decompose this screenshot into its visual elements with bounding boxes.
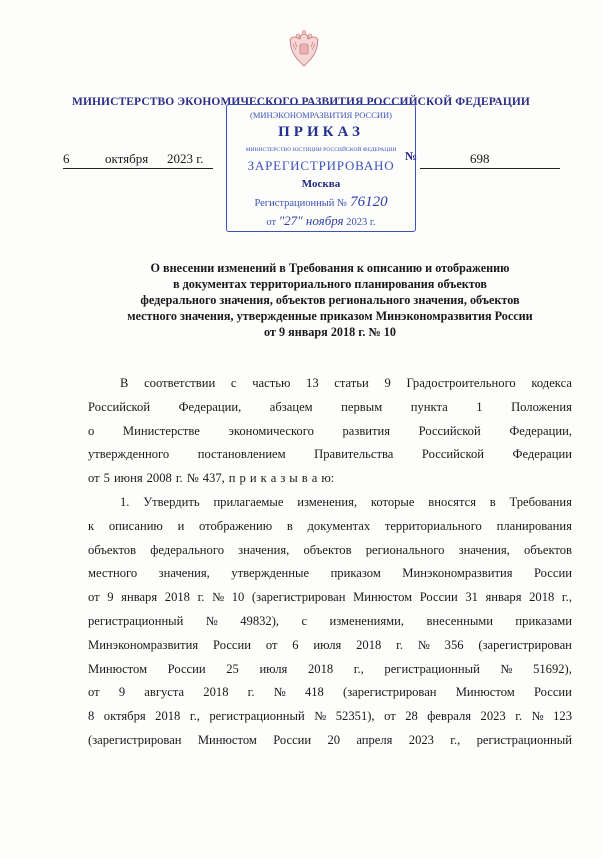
word: соответствии xyxy=(144,376,216,390)
word: 2018 xyxy=(155,709,181,724)
number-sign: № xyxy=(405,149,418,163)
word: п xyxy=(228,471,236,486)
word: 356 xyxy=(444,637,464,652)
word: № xyxy=(205,613,218,628)
word: Минюстом xyxy=(455,685,515,700)
word: № xyxy=(212,590,225,605)
word: февраля xyxy=(427,709,472,724)
word: № xyxy=(531,709,544,724)
title-line: О внесении изменений в Требования к описанию и отображению xyxy=(150,261,510,275)
word: г. xyxy=(515,709,523,724)
word: Требования xyxy=(509,494,572,509)
word: от xyxy=(88,471,100,486)
stamp-date-handwritten: "27" ноября xyxy=(278,213,344,228)
order-date xyxy=(63,151,213,167)
title-line: в документах территориального планирования объектов xyxy=(173,277,487,291)
word: г. xyxy=(197,590,205,605)
word: 2018 xyxy=(203,685,229,700)
word: Минюстом xyxy=(88,661,148,676)
coat-of-arms-icon xyxy=(287,30,321,70)
text-line xyxy=(88,491,572,515)
word: Российской xyxy=(421,447,484,462)
word: апреля xyxy=(356,732,393,747)
word: вносятся xyxy=(428,494,476,509)
word: (зарегистрирован xyxy=(478,637,572,652)
word: Утвердить xyxy=(143,494,200,509)
word: о xyxy=(88,423,95,438)
word: Российской xyxy=(418,423,481,438)
word: Минюстом xyxy=(353,590,413,605)
word: № xyxy=(500,661,513,676)
document-title xyxy=(80,260,580,340)
text-line xyxy=(88,610,572,634)
order-date-year: 2023 г. xyxy=(167,151,204,166)
stamp-ministry-short: (МИНЭКОНОМРАЗВИТИЯ РОССИИ) xyxy=(250,110,392,120)
word: статьи xyxy=(334,376,369,390)
registration-stamp xyxy=(226,104,416,232)
word: объектов xyxy=(523,542,572,557)
text-line xyxy=(88,562,572,586)
word: 28 xyxy=(405,709,418,724)
word: № xyxy=(273,685,286,700)
word: регистрационный xyxy=(88,613,184,628)
word: с xyxy=(301,613,308,628)
word: Минэкономразвития xyxy=(88,637,199,652)
paragraph-1 xyxy=(88,372,572,491)
word: регистрационный xyxy=(384,661,480,676)
word: документах xyxy=(307,518,371,533)
word: 2018 xyxy=(164,590,190,605)
word: г., xyxy=(561,590,572,605)
word: ю: xyxy=(321,471,335,486)
word: Минэкономразвития xyxy=(402,566,513,581)
word: 13 xyxy=(306,376,319,390)
word: территориального xyxy=(384,518,482,533)
text-line xyxy=(88,729,572,753)
word: и xyxy=(249,471,257,486)
word: 437, xyxy=(202,471,225,486)
word: изменения, xyxy=(297,494,358,509)
word: 2018 xyxy=(356,637,382,652)
order-number: 698 xyxy=(470,151,490,166)
word: г. xyxy=(247,685,255,700)
stamp-reg-number: 76120 xyxy=(350,194,388,210)
word: Министерстве xyxy=(122,423,200,438)
word: июня xyxy=(113,471,143,486)
word: кодекса xyxy=(531,376,572,390)
word: в xyxy=(286,518,293,533)
word: 20 xyxy=(327,732,341,747)
text-line xyxy=(88,539,572,563)
text-line xyxy=(88,467,572,491)
word: а xyxy=(270,471,277,486)
word: Федерации, xyxy=(509,423,572,438)
word: России xyxy=(213,637,251,652)
word: в xyxy=(301,471,308,486)
word: 2018 xyxy=(307,661,334,676)
word: России xyxy=(419,590,458,605)
word: 9 xyxy=(107,590,114,605)
word: 49832), xyxy=(240,613,280,628)
word: 51692), xyxy=(533,661,572,676)
paragraph-2 xyxy=(88,491,572,753)
word: 2023 xyxy=(480,709,506,724)
word: 8 xyxy=(88,709,95,724)
stamp-reg-label: Регистрационный № xyxy=(254,198,348,209)
stamp-registered: ЗАРЕГИСТРИРОВАНО xyxy=(247,158,395,173)
word: объектов xyxy=(88,542,137,557)
word: (зарегистрирован xyxy=(251,590,346,605)
word: № xyxy=(417,637,430,652)
word: Правительства xyxy=(314,447,394,462)
word: 1 xyxy=(476,399,483,414)
word: 2023 xyxy=(408,732,434,747)
word: развития xyxy=(342,423,391,438)
word: отображению xyxy=(199,518,273,533)
word: с xyxy=(230,376,237,390)
word: регионального xyxy=(365,542,445,557)
stamp-date-line xyxy=(227,213,415,229)
word: постановлением xyxy=(197,447,286,462)
date-underline xyxy=(63,168,213,169)
text-line xyxy=(88,396,572,420)
word: в xyxy=(489,494,496,509)
ministry-name: МИНИСТЕРСТВО ЭКОНОМИЧЕСКОГО РАЗВИТИЯ РОССИЙСКОЙ ФЕДЕРАЦИИ xyxy=(72,96,530,108)
word: объектов xyxy=(303,542,352,557)
text-line xyxy=(88,420,572,444)
word: 10 xyxy=(231,590,245,605)
title-line: от 9 января 2018 г. № 10 xyxy=(264,325,396,339)
word: Федерации xyxy=(512,447,572,462)
word: (зарегистрирован xyxy=(88,732,182,747)
word: Градостроительного xyxy=(406,376,516,390)
word: Положения xyxy=(511,399,572,414)
word: Российской xyxy=(88,399,151,414)
word: августа xyxy=(144,685,185,700)
word: внесенными xyxy=(426,613,494,628)
word: пункта xyxy=(410,399,448,414)
order-date-day: 6 xyxy=(63,151,70,166)
word: июля xyxy=(259,661,288,676)
word: абзацем xyxy=(269,399,313,414)
stamp-justice: МИНИСТЕРСТВО ЮСТИЦИИ РОССИЙСКОЙ ФЕДЕРАЦИИ xyxy=(245,147,397,153)
word: 418 xyxy=(304,685,324,700)
word: от xyxy=(88,685,100,700)
word: от xyxy=(384,709,396,724)
word: России xyxy=(273,732,312,747)
document-body xyxy=(88,372,572,753)
word: 9 xyxy=(384,376,391,390)
word: от xyxy=(265,637,278,652)
text-line xyxy=(88,658,572,682)
word: России xyxy=(533,566,572,581)
text-line xyxy=(88,515,572,539)
word: № xyxy=(314,709,327,724)
text-line xyxy=(88,443,572,467)
word: от xyxy=(88,590,100,605)
title-line: федерального значения, объектов регионального значения, объектов xyxy=(140,293,520,307)
word: значения, xyxy=(158,566,210,581)
word: прилагаемые xyxy=(213,494,284,509)
word: 9 xyxy=(118,685,126,700)
word: 6 xyxy=(292,637,299,652)
word: 25 xyxy=(226,661,239,676)
word: регистрационный xyxy=(476,732,572,747)
word: России xyxy=(533,685,572,700)
word: планирования xyxy=(496,518,572,533)
word: г., xyxy=(353,661,364,676)
word: з xyxy=(280,471,286,486)
word: Минюстом xyxy=(197,732,257,747)
word: января xyxy=(121,590,158,605)
word: местного xyxy=(88,566,138,581)
word: (зарегистрирован xyxy=(343,685,437,700)
word: и xyxy=(177,518,185,533)
word: ы xyxy=(289,471,298,486)
word: регистрационный xyxy=(209,709,305,724)
text-line xyxy=(88,705,572,729)
word: значения, xyxy=(458,542,510,557)
word: г., xyxy=(450,732,461,747)
word: к xyxy=(260,471,267,486)
text-line xyxy=(88,681,572,705)
order-date-month: октября xyxy=(105,151,149,166)
word: утвержденные xyxy=(231,566,310,581)
word: 31 xyxy=(465,590,478,605)
order-number-field xyxy=(420,151,560,167)
text-line xyxy=(88,372,572,396)
word: 2018 xyxy=(529,590,555,605)
word: 123 xyxy=(553,709,572,724)
word: к xyxy=(88,518,95,533)
word: г. xyxy=(175,471,183,486)
stamp-title: ПРИКАЗ xyxy=(278,124,364,140)
word: которые xyxy=(370,494,415,509)
stamp-reg-number-line xyxy=(227,194,415,211)
word: Федерации, xyxy=(178,399,242,414)
word: В xyxy=(120,376,129,390)
text-line xyxy=(88,634,572,658)
word: 1. xyxy=(120,494,130,509)
number-underline xyxy=(420,168,560,169)
word: р xyxy=(239,471,246,486)
stamp-date-prefix: от xyxy=(266,217,277,228)
word: частью xyxy=(252,376,291,390)
word: экономического xyxy=(228,423,314,438)
word: описанию xyxy=(108,518,163,533)
word: федерального xyxy=(150,542,224,557)
word: июля xyxy=(313,637,342,652)
word: изменениями, xyxy=(329,613,405,628)
word: утвержденного xyxy=(88,447,170,462)
word: № xyxy=(186,471,199,486)
word: приказом xyxy=(330,566,381,581)
word: октября xyxy=(103,709,146,724)
word: января xyxy=(485,590,522,605)
word: 5 xyxy=(103,471,110,486)
word: г., xyxy=(189,709,200,724)
title-line: местного значения, утвержденные приказом Минэкономразвития России xyxy=(127,309,533,323)
word: 52351), xyxy=(335,709,375,724)
word: г. xyxy=(396,637,404,652)
text-line xyxy=(88,586,572,610)
stamp-date-year: 2023 г. xyxy=(346,217,376,228)
word: 2008 xyxy=(146,471,172,486)
word: первым xyxy=(341,399,383,414)
word: приказами xyxy=(515,613,572,628)
word: а xyxy=(311,471,318,486)
stamp-city: Москва xyxy=(301,178,341,190)
word: значения, xyxy=(238,542,290,557)
word: России xyxy=(167,661,206,676)
